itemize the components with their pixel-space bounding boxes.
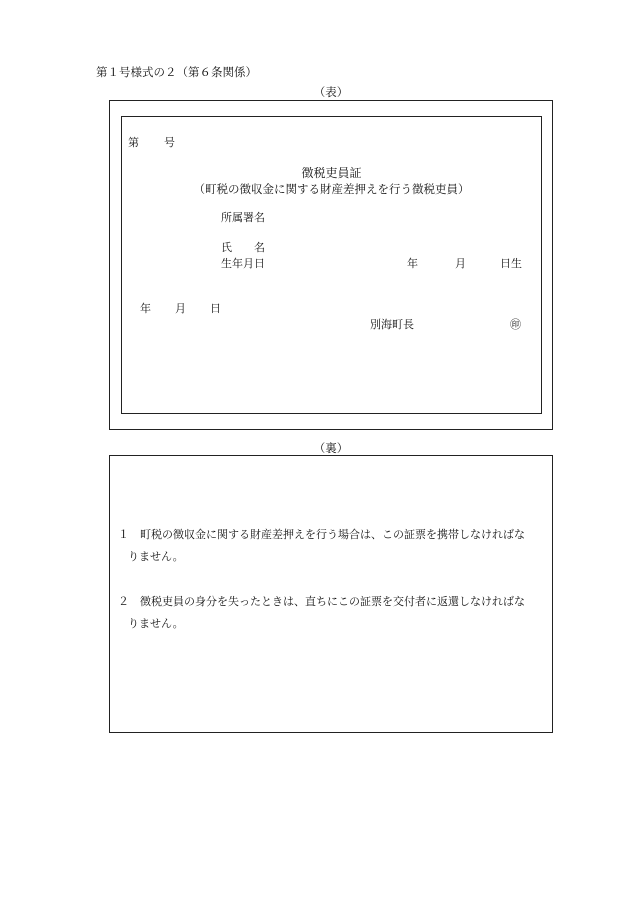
form-title: 第１号様式の２（第６条関係）	[96, 65, 257, 79]
birth-year-label: 年	[407, 257, 418, 270]
certificate-title: 徴税吏員証	[301, 166, 362, 180]
birth-month-label: 月	[455, 257, 466, 270]
back-side-label: （裏）	[313, 441, 349, 455]
issue-year-label: 年	[140, 302, 151, 315]
affiliation-label: 所属署名	[221, 211, 265, 224]
note-1-line-1: １ 町税の徴収金に関する財産差押えを行う場合は、この証票を携帯しなければな	[118, 528, 525, 541]
note-2-line-1: ２ 徴税吏員の身分を失ったときは、直ちにこの証票を交付者に返還しなければな	[118, 595, 525, 608]
issue-day-label: 日	[210, 302, 221, 315]
note-1-line-2: りません。	[128, 550, 184, 563]
name-label-first-char: 氏	[221, 241, 232, 254]
note-2-line-2: りません。	[128, 617, 184, 630]
number-suffix: 号	[164, 136, 175, 149]
issuer-title: 別海町長	[370, 318, 414, 331]
seal-mark: ㊞	[510, 318, 521, 331]
front-side-label: （表）	[313, 85, 349, 99]
birthdate-label: 生年月日	[221, 257, 265, 270]
front-inner-frame	[121, 116, 542, 414]
certificate-subtitle: （町税の徴収金に関する財産差押えを行う徴税吏員）	[193, 182, 470, 196]
number-prefix: 第	[128, 136, 139, 149]
birth-day-label: 日生	[500, 257, 522, 270]
issue-month-label: 月	[175, 302, 186, 315]
name-label-second-char: 名	[254, 241, 265, 254]
